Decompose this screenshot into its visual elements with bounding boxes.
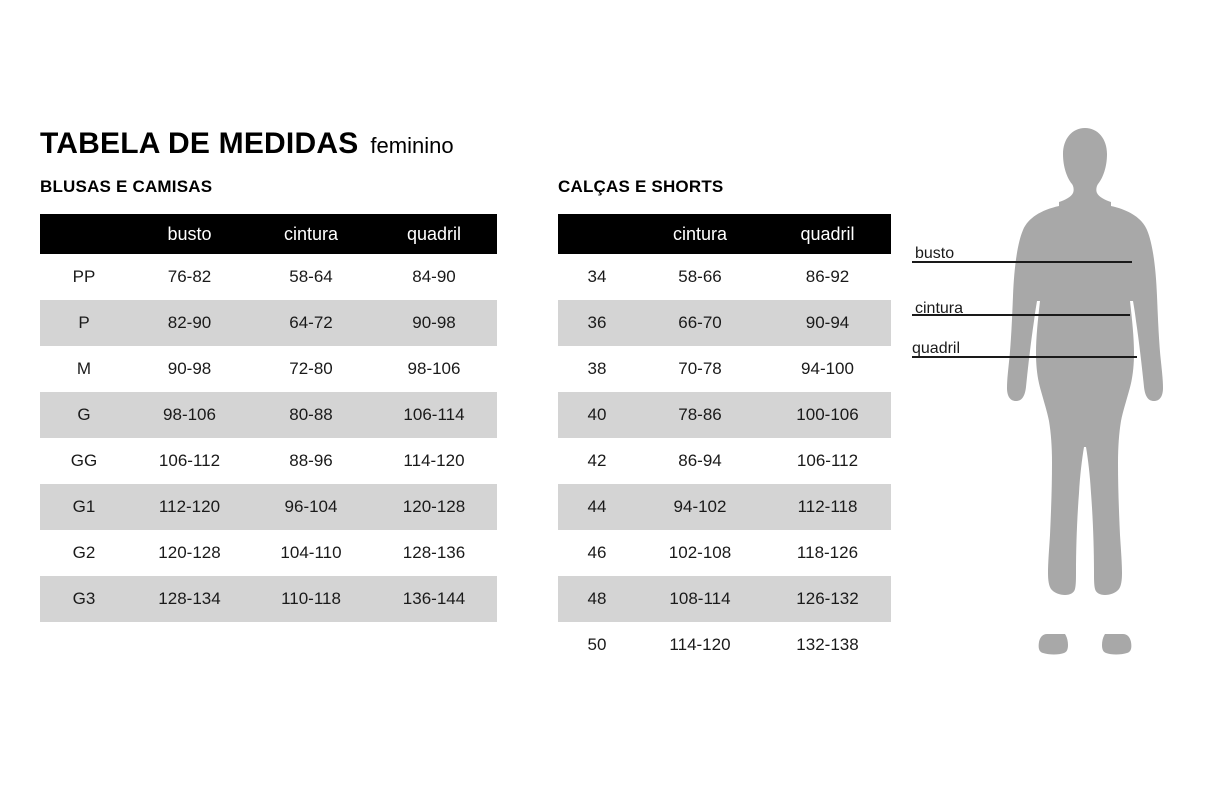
column-header-cintura: cintura [636, 214, 764, 254]
cell-cintura: 80-88 [251, 392, 371, 438]
figure-label-cintura: cintura [915, 300, 964, 317]
cell-cintura: 88-96 [289, 451, 333, 470]
table-row [558, 622, 891, 668]
cell-quadril: 106-114 [371, 392, 497, 438]
cell-size: G [40, 392, 128, 438]
table-row [40, 530, 497, 576]
cell-busto: 128-134 [128, 576, 251, 622]
cell-quadril: 106-112 [796, 451, 859, 470]
section-heading-blusas: BLUSAS E CAMISAS [40, 177, 213, 196]
cell-busto: 106-112 [158, 451, 221, 470]
column-header-quadril: quadril [764, 214, 891, 254]
cell-size: PP [72, 267, 96, 286]
table-row [558, 576, 891, 622]
cell-size: G1 [40, 484, 128, 530]
table-row [40, 576, 497, 622]
cell-cintura: 110-118 [251, 576, 371, 622]
column-header-size [40, 214, 128, 254]
cell-cintura: 114-120 [669, 635, 731, 654]
cell-cintura: 72-80 [289, 359, 333, 378]
cell-size: M [76, 359, 92, 378]
cell-quadril: 128-136 [402, 543, 466, 562]
cell-busto: 76-82 [167, 267, 212, 286]
column-header-size [558, 214, 636, 254]
measurement-figure [900, 110, 1200, 680]
cell-quadril: 120-128 [371, 484, 497, 530]
column-header-busto: busto [128, 214, 251, 254]
table-row [558, 438, 891, 484]
cell-cintura: 104-110 [280, 543, 342, 562]
cell-size: P [40, 300, 128, 346]
cell-cintura: 86-94 [678, 451, 722, 470]
cell-cintura: 96-104 [251, 484, 371, 530]
cell-busto: 90-98 [167, 359, 212, 378]
cell-quadril: 136-144 [371, 576, 497, 622]
cell-size: GG [70, 451, 98, 470]
table-row [558, 530, 891, 576]
cell-quadril: 132-138 [796, 635, 859, 654]
page-title-main: TABELA DE MEDIDAS [40, 127, 359, 160]
cell-quadril: 126-132 [764, 576, 891, 622]
cell-quadril: 90-94 [764, 300, 891, 346]
cell-cintura: 102-108 [668, 543, 732, 562]
cell-quadril: 114-120 [403, 451, 465, 470]
cell-size: 34 [587, 267, 607, 286]
cell-size: 40 [558, 392, 636, 438]
female-body-silhouette-icon [900, 110, 1200, 680]
cell-size: G2 [72, 543, 96, 562]
cell-cintura: 70-78 [678, 359, 722, 378]
figure-label-quadril: quadril [912, 340, 961, 357]
table-blusas-camisas [40, 214, 497, 622]
cell-cintura: 58-66 [678, 267, 722, 286]
cell-quadril: 84-90 [412, 267, 456, 286]
cell-cintura: 58-64 [289, 267, 333, 286]
cell-cintura: 78-86 [636, 392, 764, 438]
cell-quadril: 94-100 [801, 359, 854, 378]
cell-size: 46 [587, 543, 607, 562]
table-row [40, 438, 497, 484]
table-header-row [558, 214, 891, 254]
cell-size: 48 [558, 576, 636, 622]
cell-size: G3 [40, 576, 128, 622]
cell-quadril: 112-118 [764, 484, 891, 530]
cell-cintura: 94-102 [636, 484, 764, 530]
table-row [558, 300, 891, 346]
table-row [558, 254, 891, 300]
cell-cintura: 66-70 [636, 300, 764, 346]
table-row [40, 346, 497, 392]
table-header-row [40, 214, 497, 254]
cell-busto: 112-120 [128, 484, 251, 530]
cell-size: 38 [587, 359, 607, 378]
cell-busto: 98-106 [128, 392, 251, 438]
figure-label-busto: busto [915, 245, 955, 262]
table-row [558, 484, 891, 530]
cell-quadril: 118-126 [796, 543, 859, 562]
cell-size: 36 [558, 300, 636, 346]
table-row [40, 484, 497, 530]
cell-quadril: 90-98 [371, 300, 497, 346]
cell-cintura: 64-72 [251, 300, 371, 346]
cell-busto: 82-90 [128, 300, 251, 346]
table-row [40, 254, 497, 300]
cell-cintura: 108-114 [636, 576, 764, 622]
table-calcas-shorts [558, 214, 891, 668]
table-row [40, 300, 497, 346]
cell-size: 44 [558, 484, 636, 530]
cell-quadril: 100-106 [764, 392, 891, 438]
cell-quadril: 86-92 [805, 267, 850, 286]
table-row [558, 392, 891, 438]
cell-size: 42 [587, 451, 607, 470]
cell-busto: 120-128 [158, 543, 221, 562]
page-title [40, 127, 454, 161]
cell-quadril: 98-106 [407, 359, 461, 378]
section-heading-calcas: CALÇAS E SHORTS [558, 177, 724, 196]
table-row [558, 346, 891, 392]
cell-size: 50 [587, 635, 607, 654]
page-title-subtitle: feminino [370, 133, 454, 158]
table-row [40, 392, 497, 438]
column-header-quadril: quadril [371, 214, 497, 254]
column-header-cintura: cintura [251, 214, 371, 254]
